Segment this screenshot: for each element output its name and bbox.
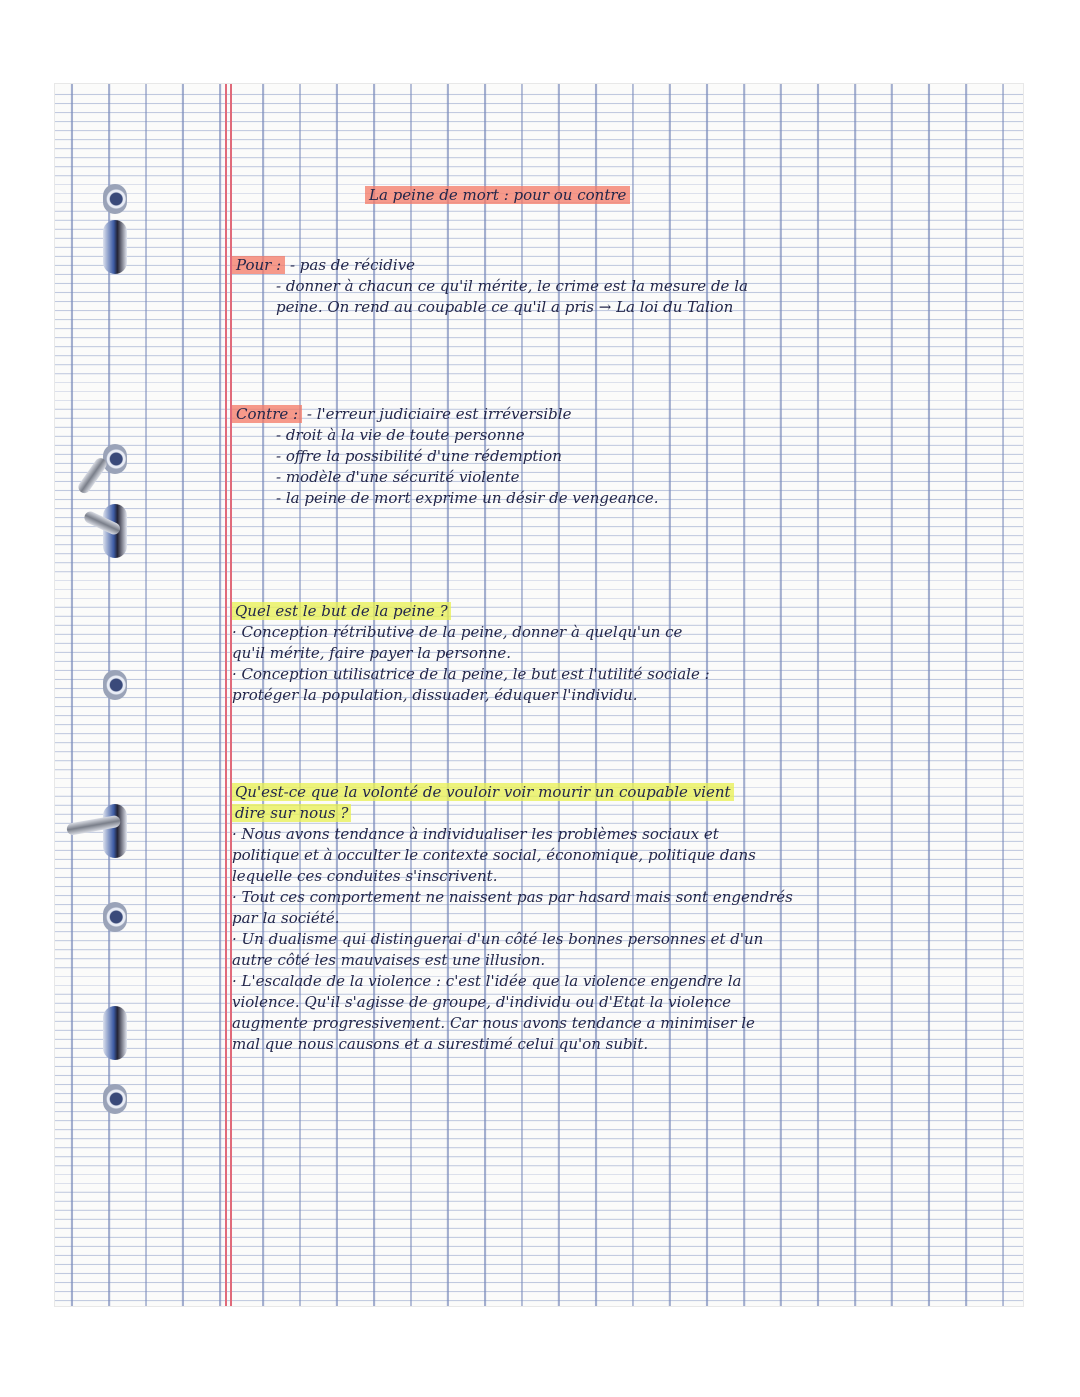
contre-item: - la peine de mort exprime un désir de vengeance. [276,489,659,507]
punch-hole [103,670,127,700]
answer-line: · Conception rétributive de la peine, donner à quelqu'un ce [232,623,683,641]
answer-line: · Un dualisme qui distinguerai d'un côté les bonnes personnes et d'un [232,930,764,948]
answer-line: violence. Qu'il s'agisse de groupe, d'individu ou d'Etat la violence [232,993,732,1011]
question-2-section [232,783,793,1056]
contre-item: - offre la possibilité d'une rédemption [276,447,562,465]
punch-hole [103,184,127,214]
contre-label: Contre : [232,405,302,423]
answer-line: mal que nous causons et a surestimé celui qu'on subit. [232,1035,649,1053]
pour-item: - pas de récidive [289,256,416,274]
punch-hole [103,1084,127,1114]
answer-line: politique et à occulter le contexte social, économique, politique dans [232,846,756,864]
answer-line: · Tout ces comportement ne naissent pas par hasard mais sont engendrés [232,888,793,906]
punch-hole [103,444,127,474]
answer-line: lequelle ces conduites s'inscrivent. [232,867,498,885]
answer-line: protéger la population, dissuader, éduquer l'individu. [232,686,638,704]
answer-line: · L'escalade de la violence : c'est l'idée que la violence engendre la [232,972,742,990]
binder-ring [76,456,109,496]
pour-label: Pour : [232,256,285,274]
contre-item: - modèle d'une sécurité violente [276,468,520,486]
question-2-line-2: dire sur nous ? [232,804,351,822]
contre-section [232,405,659,510]
answer-line: qu'il mérite, faire payer la personne. [232,644,512,662]
contre-item: - droit à la vie de toute personne [276,426,525,444]
punch-hole [103,1006,127,1060]
answer-line: augmente progressivement. Car nous avons tendance a minimiser le [232,1014,755,1032]
question-1-section [232,602,710,707]
title-text: La peine de mort : pour ou contre [365,186,630,204]
contre-item: - l'erreur judiciaire est irréversible [306,405,572,423]
answer-line: par la société. [232,909,340,927]
margin-line [225,84,227,1306]
question-2-line-1: Qu'est-ce que la volonté de vouloir voir mourir un coupable vient [232,783,734,801]
answer-line: · Nous avons tendance à individualiser les problèmes sociaux et [232,825,719,843]
pour-section [232,256,748,319]
answer-line: autre côté les mauvaises est une illusion. [232,951,546,969]
punch-hole [103,220,127,274]
punch-hole [103,902,127,932]
question-1: Quel est le but de la peine ? [232,602,451,620]
pour-item: peine. On rend au coupable ce qu'il a pris → La loi du Talion [276,298,734,316]
page-title [365,186,630,205]
punch-hole [103,804,127,858]
pour-item: - donner à chacun ce qu'il mérite, le crime est la mesure de la [276,277,748,295]
answer-line: · Conception utilisatrice de la peine, le but est l'utilité sociale : [232,665,710,683]
